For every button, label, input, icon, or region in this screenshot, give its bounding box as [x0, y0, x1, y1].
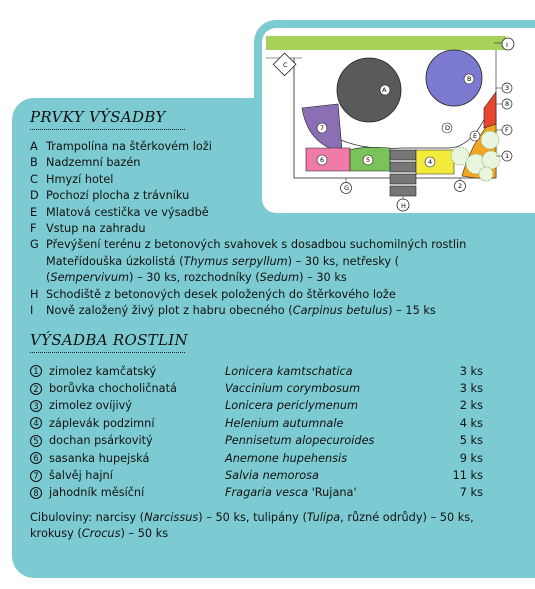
plant-row-8 — [30, 484, 510, 501]
plan-label-2: 2 — [458, 182, 463, 190]
legend-text: Nadzemní bazén — [46, 156, 141, 170]
legend-text: Trampolína na štěrkovém loži — [46, 140, 212, 153]
legend-text: Nově založený živý plot z habru obecného (Carpinus betulus) – 15 ks — [46, 304, 436, 318]
plan-label-B: B — [467, 75, 472, 83]
plant-latin-name: Pennisetum alopecuroides — [225, 434, 375, 448]
plant-czech-name: zimolez ovíjivý — [49, 399, 132, 413]
legend-item-G — [30, 237, 510, 253]
legend-text: Pochozí plocha z trávníku — [46, 189, 190, 203]
plan-label-C: C — [283, 61, 288, 69]
legend-item-H — [30, 287, 510, 303]
number-badge: 3 — [30, 400, 42, 412]
plan-label-D: D — [445, 124, 451, 132]
legend-text: Mlatová cestička ve výsadbě — [46, 205, 209, 219]
legend-text: Vstup na zahradu — [46, 222, 146, 236]
plant-row-2 — [30, 380, 510, 397]
plant-quantity: 11 ks — [452, 469, 483, 482]
plant-czech-name: jahodník měsíční — [49, 486, 145, 500]
label-circle-I-top — [502, 38, 514, 50]
plan-label-G: G — [344, 184, 350, 192]
plant-row-6 — [30, 449, 510, 466]
plant-quantity: 4 ks — [459, 416, 483, 430]
plant-latin-name: Lonicera kamtschatica — [225, 364, 353, 378]
plant-quantity: 3 ks — [459, 382, 483, 396]
plant-quantity: 2 ks — [459, 399, 483, 413]
legend-content — [30, 108, 510, 543]
plant-czech-name: záplevák podzimní — [49, 416, 155, 430]
number-badge: 1 — [30, 365, 42, 377]
plant-list — [30, 362, 510, 501]
legend-item-C — [30, 172, 510, 188]
number-badge: 8 — [30, 487, 42, 499]
plant-row-1 — [30, 362, 510, 379]
plant-czech-name: zimolez kamčatský — [49, 364, 157, 378]
plan-label-8: 8 — [505, 100, 510, 108]
bulbs-note: Cibuloviny: narcisy (Narcissus) – 50 ks, tulipány (Tulipa, různé odrůdy) – 50 ks, krokusy (Crocus) – 50 ks — [30, 510, 474, 541]
legend-item-I — [30, 303, 510, 319]
title-rule — [30, 352, 185, 353]
legend-key: I — [30, 304, 34, 318]
plan-label-5: 5 — [366, 156, 371, 164]
legend-item-B — [30, 155, 510, 171]
plant-row-7 — [30, 467, 510, 484]
plan-label-1: 1 — [505, 152, 510, 160]
plant-latin-name: Fragaria vesca 'Rujana' — [225, 486, 357, 500]
plan-label-F: F — [505, 126, 509, 134]
section-title-plants: VÝSADBA ROSTLIN — [30, 331, 188, 350]
plan-label-A: A — [382, 86, 387, 94]
plant-latin-name: Vaccinium corymbosum — [225, 382, 361, 396]
number-badge: 4 — [30, 417, 42, 429]
plan-label-H: H — [401, 202, 406, 210]
plant-row-3 — [30, 397, 510, 414]
legend-text: Schodiště z betonových desek položených do štěrkového lože — [46, 287, 396, 301]
plan-label-I-top: I — [506, 41, 508, 49]
plan-label-6: 6 — [320, 156, 325, 164]
plant-quantity: 7 ks — [459, 486, 483, 500]
legend-key: F — [30, 222, 37, 236]
plant-czech-name: dochan psárkovitý — [49, 434, 153, 448]
legend-key: D — [30, 189, 39, 203]
section-title-elements: PRVKY VÝSADBY — [30, 108, 166, 126]
legend-key: E — [30, 205, 38, 219]
plan-label-4: 4 — [428, 158, 433, 166]
legend-item-F — [30, 221, 510, 237]
legend-key: G — [30, 238, 39, 252]
legend-text: Mateřídouška úzkolistá (Thymus serpyllum) – 30 ks, netřesky ( (Sempervivum) – 30 ks, rozchodníky (Sedum) – 30 ks — [46, 254, 400, 285]
legend-text: Hmyzí hotel — [46, 172, 114, 186]
plant-czech-name: borůvka chocholičnatá — [49, 382, 177, 396]
plant-latin-name: Helenium autumnale — [225, 416, 344, 430]
plant-latin-name: Anemone hupehensis — [225, 451, 348, 465]
plant-latin-name: Salvia nemorosa — [225, 469, 319, 482]
plant-czech-name: šalvěj hajní — [49, 469, 113, 482]
plant-quantity: 3 ks — [459, 364, 483, 378]
legend-item-E — [30, 205, 510, 221]
plant-row-5 — [30, 432, 510, 449]
plant-quantity: 5 ks — [459, 434, 483, 448]
plant-row-4 — [30, 415, 510, 432]
legend-item-G-detail — [30, 254, 510, 287]
plan-label-7: 7 — [320, 124, 325, 132]
number-badge: 2 — [30, 383, 42, 395]
plan-label-3: 3 — [505, 84, 510, 92]
legend-item-D — [30, 188, 510, 204]
number-badge: 5 — [30, 435, 42, 447]
number-badge: 6 — [30, 452, 42, 464]
legend-item-A — [30, 139, 510, 155]
plan-label-E: E — [473, 132, 478, 140]
plant-quantity: 9 ks — [459, 451, 483, 465]
plant-czech-name: sasanka hupejská — [49, 451, 150, 465]
legend-text: Převýšení terénu z betonových svahovek s dosadbou suchomilných rostlin — [46, 238, 467, 252]
legend-key: B — [30, 156, 38, 170]
number-badge: 7 — [30, 470, 42, 482]
title-rule — [30, 129, 185, 130]
legend-key: H — [30, 287, 39, 301]
legend-key: A — [30, 140, 38, 153]
plant-latin-name: Lonicera periclymenum — [225, 399, 359, 413]
hedge-top — [266, 36, 506, 50]
legend-key: C — [30, 172, 38, 186]
